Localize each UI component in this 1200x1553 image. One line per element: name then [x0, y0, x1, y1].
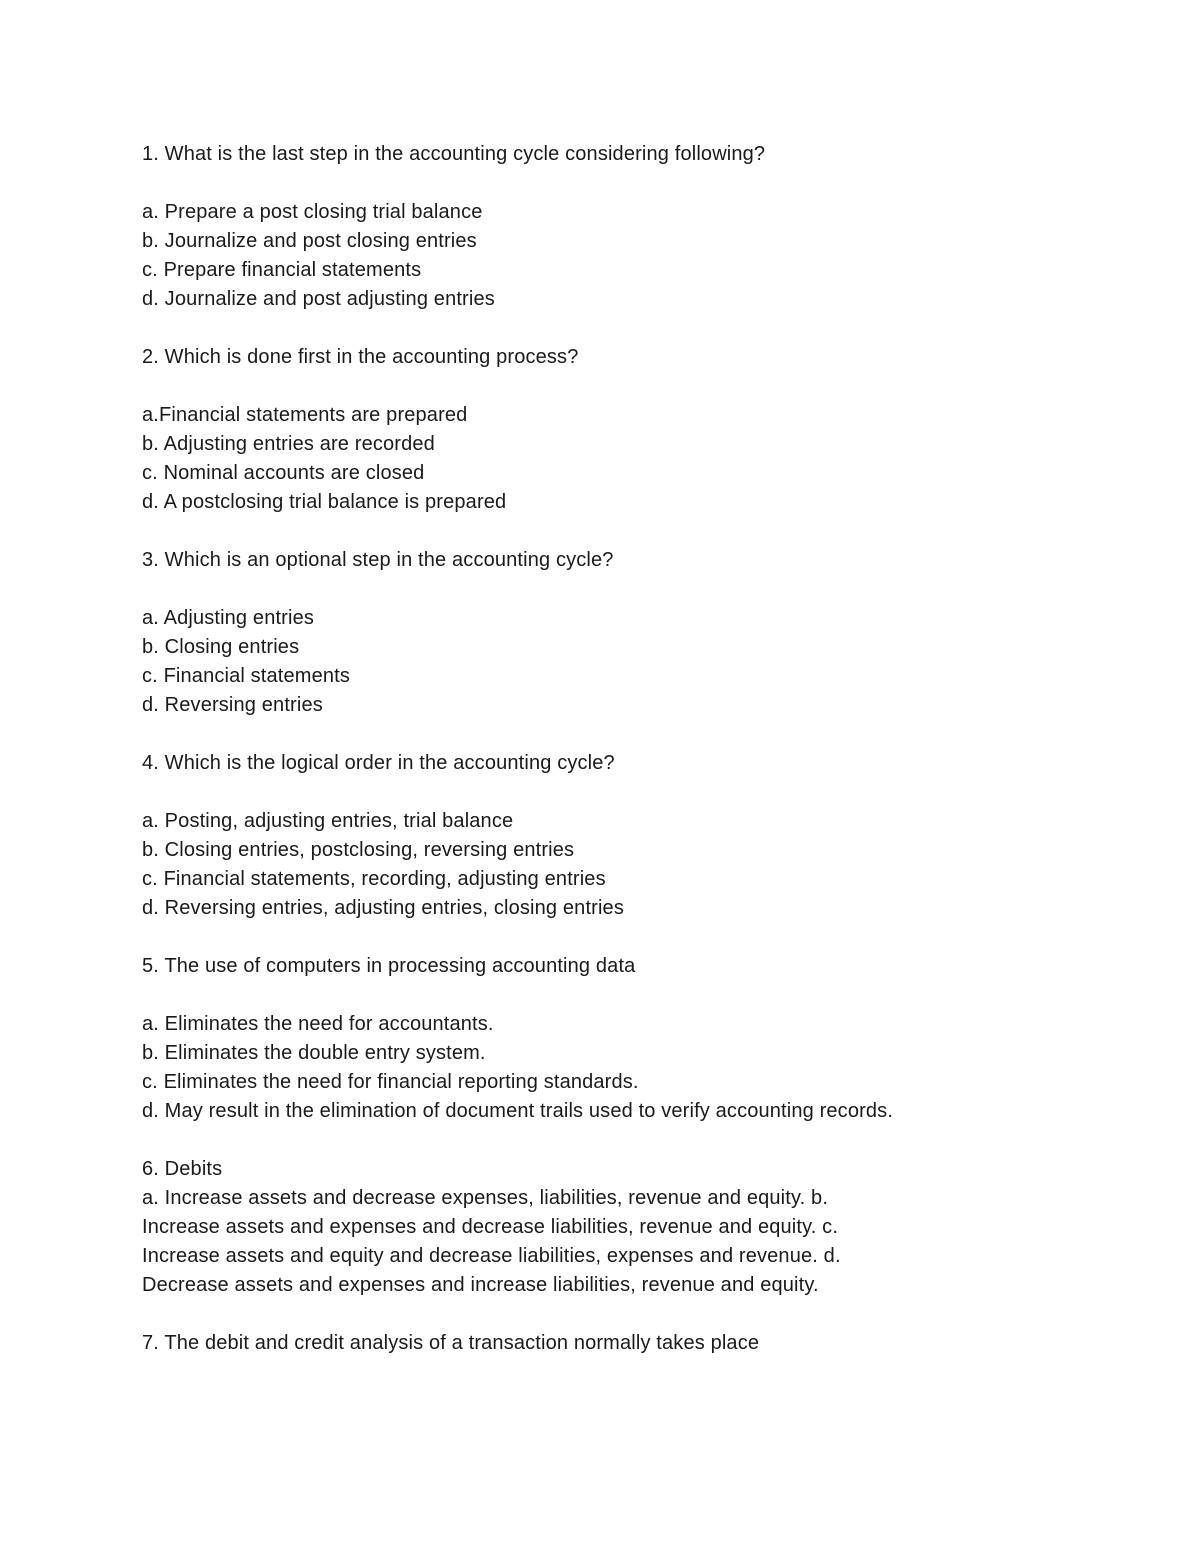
question-1-stem: 1. What is the last step in the accounting cycle considering following?	[142, 143, 766, 165]
question-7-stem: 7. The debit and credit analysis of a transaction normally takes place	[142, 1332, 760, 1354]
question-4-option-b: b. Closing entries, postclosing, reversing entries	[142, 839, 575, 861]
question-1-option-a: a. Prepare a post closing trial balance	[142, 201, 483, 223]
spacer	[142, 1300, 1042, 1329]
question-2-option-c: c. Nominal accounts are closed	[142, 462, 425, 484]
spacer	[142, 517, 1042, 546]
spacer	[142, 1126, 1042, 1155]
question-3-stem: 3. Which is an optional step in the accounting cycle?	[142, 549, 614, 571]
spacer	[142, 372, 1042, 401]
question-1-option-b: b. Journalize and post closing entries	[142, 230, 477, 252]
question-2-stem: 2. Which is done first in the accounting process?	[142, 346, 579, 368]
spacer	[142, 314, 1042, 343]
question-2-option-b: b. Adjusting entries are recorded	[142, 433, 435, 455]
question-2-option-a: a.Financial statements are prepared	[142, 404, 468, 426]
question-3-option-d: d. Reversing entries	[142, 694, 323, 716]
question-4-stem: 4. Which is the logical order in the accounting cycle?	[142, 752, 615, 774]
question-1-option-d: d. Journalize and post adjusting entries	[142, 288, 495, 310]
question-5-option-d: d. May result in the elimination of document trails used to verify accounting records.	[142, 1100, 894, 1122]
spacer	[142, 778, 1042, 807]
question-4-option-d: d. Reversing entries, adjusting entries, closing entries	[142, 897, 624, 919]
question-5-option-a: a. Eliminates the need for accountants.	[142, 1013, 494, 1035]
question-6-line-2: Increase assets and expenses and decrease liabilities, revenue and equity. c.	[142, 1216, 839, 1238]
question-5-option-b: b. Eliminates the double entry system.	[142, 1042, 486, 1064]
question-3-option-a: a. Adjusting entries	[142, 607, 314, 629]
question-3-option-b: b. Closing entries	[142, 636, 300, 658]
spacer	[142, 720, 1042, 749]
question-4-option-c: c. Financial statements, recording, adjusting entries	[142, 868, 606, 890]
spacer	[142, 923, 1042, 952]
question-6-line-1: a. Increase assets and decrease expenses, liabilities, revenue and equity. b.	[142, 1187, 829, 1209]
spacer	[142, 575, 1042, 604]
question-3-option-c: c. Financial statements	[142, 665, 350, 687]
question-5-stem: 5. The use of computers in processing accounting data	[142, 955, 636, 977]
question-6-stem: 6. Debits	[142, 1158, 223, 1180]
document-page	[142, 140, 1042, 1358]
spacer	[142, 169, 1042, 198]
question-5-option-c: c. Eliminates the need for financial reporting standards.	[142, 1071, 639, 1093]
question-1-option-c: c. Prepare financial statements	[142, 259, 422, 281]
spacer	[142, 981, 1042, 1010]
question-6-line-4: Decrease assets and expenses and increase liabilities, revenue and equity.	[142, 1274, 819, 1296]
question-4-option-a: a. Posting, adjusting entries, trial balance	[142, 810, 514, 832]
question-6-line-3: Increase assets and equity and decrease liabilities, expenses and revenue. d.	[142, 1245, 841, 1267]
question-2-option-d: d. A postclosing trial balance is prepared	[142, 491, 507, 513]
